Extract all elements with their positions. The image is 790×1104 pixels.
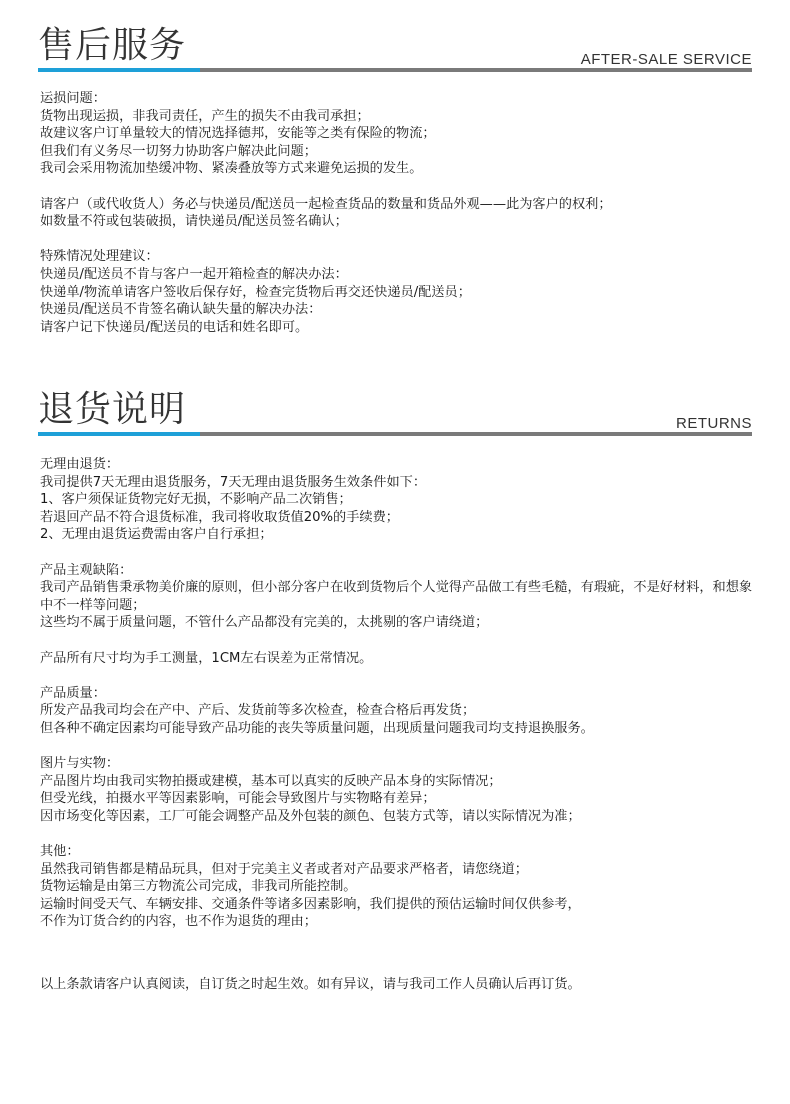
text-line: 快递单/物流单请客户签收后保存好，检查完货物后再交还快递员/配送员； xyxy=(40,284,471,300)
text-line: 快递员/配送员不肯与客户一起开箱检查的解决办法： xyxy=(40,266,348,282)
text-line: 但各种不确定因素均可能导致产品功能的丧失等质量问题，出现质量问题我司均支持退换服务。 xyxy=(40,720,594,736)
special-cases-paragraph xyxy=(40,248,755,336)
closing-text: 以上条款请客户认真阅读，自订货之时起生效。如有异议，请与我司工作人员确认后再订货。 xyxy=(40,977,581,992)
text-line: 所发产品我司均会在产中、产后、发货前等多次检查，检查合格后再发货； xyxy=(40,703,476,719)
text-line: 产品图片均由我司实物拍摄或建模，基本可以真实的反映产品本身的实际情况； xyxy=(40,773,502,789)
returns-subtitle: RETURNS xyxy=(675,415,752,432)
text-line: 如数量不符或包装破损，请快递员/配送员签名确认； xyxy=(40,214,348,230)
returns-header xyxy=(38,388,752,438)
after-sale-body xyxy=(40,90,755,354)
after-sale-header xyxy=(38,24,752,74)
photos-paragraph xyxy=(40,755,755,825)
returns-divider xyxy=(38,432,752,436)
text-line: 产品主观缺陷： xyxy=(40,562,133,578)
text-line: 产品所有尺寸均为手工测量，1CM左右误差为正常情况。 xyxy=(40,650,373,666)
quality-paragraph xyxy=(40,685,755,738)
after-sale-divider xyxy=(38,68,752,72)
text-line: 货物出现运损，非我司责任，产生的损失不由我司承担； xyxy=(40,108,370,124)
text-line: 因市场变化等因素，工厂可能会调整产品及外包装的颜色、包装方式等，请以实际情况为准； xyxy=(40,808,581,824)
text-line: 2、无理由退货运费需由客户自行承担； xyxy=(40,527,273,543)
closing-note xyxy=(40,976,755,994)
text-line: 我司产品销售秉承物美价廉的原则，但小部分客户在收到货物后个人觉得产品做工有些毛糙，有瑕疵，不是好材料，和想象中不一样等问题； xyxy=(40,580,753,613)
text-line: 1、客户须保证货物完好无损，不影响产品二次销售； xyxy=(40,492,352,508)
returns-divider-accent xyxy=(38,432,200,436)
text-line: 若退回产品不符合退货标准，我司将收取货值20%的手续费； xyxy=(40,509,399,525)
measurement-paragraph xyxy=(40,650,755,668)
no-reason-return-paragraph xyxy=(40,456,755,544)
after-sale-divider-accent xyxy=(38,68,200,72)
text-line: 但我们有义务尽一切努力协助客户解决此问题； xyxy=(40,143,317,159)
after-sale-title: 售后服务 xyxy=(38,25,187,66)
text-line: 请客户记下快递员/配送员的电话和姓名即可。 xyxy=(40,319,309,335)
text-line: 其他： xyxy=(40,844,80,860)
text-line: 故建议客户订单量较大的情况选择德邦，安能等之类有保险的物流； xyxy=(40,126,436,142)
after-sale-subtitle: AFTER-SALE SERVICE xyxy=(580,51,752,68)
text-line: 运输时间受天气、车辆安排、交通条件等诸多因素影响，我们提供的预估运输时间仅供参考， xyxy=(40,896,581,912)
text-line: 我司会采用物流加垫缓冲物、紧凑叠放等方式来避免运损的发生。 xyxy=(40,161,423,177)
inspection-paragraph xyxy=(40,196,755,231)
text-line: 特殊情况处理建议： xyxy=(40,249,159,265)
transport-damage-paragraph xyxy=(40,90,755,178)
text-line: 货物运输是由第三方物流公司完成，非我司所能控制。 xyxy=(40,879,357,895)
text-line: 我司提供7天无理由退货服务，7天无理由退货服务生效条件如下： xyxy=(40,474,427,490)
text-line: 但受光线，拍摄水平等因素影响，可能会导致图片与实物略有差异； xyxy=(40,791,436,807)
text-line: 快递员/配送员不肯签名确认缺失量的解决办法： xyxy=(40,302,322,318)
returns-body xyxy=(40,456,755,949)
text-line: 图片与实物： xyxy=(40,756,120,772)
text-line: 不作为订货合约的内容，也不作为退货的理由； xyxy=(40,914,317,930)
subjective-defects-paragraph xyxy=(40,562,755,632)
text-line: 无理由退货： xyxy=(40,457,120,472)
text-line: 产品质量： xyxy=(40,685,106,701)
other-paragraph xyxy=(40,843,755,931)
returns-title: 退货说明 xyxy=(38,389,187,430)
text-line: 虽然我司销售都是精品玩具，但对于完美主义者或者对产品要求严格者，请您绕道； xyxy=(40,861,528,877)
text-line: 运损问题： xyxy=(40,91,106,106)
text-line: 这些均不属于质量问题，不管什么产品都没有完美的，太挑剔的客户请绕道； xyxy=(40,615,489,631)
text-line: 请客户（或代收货人）务必与快递员/配送员一起检查货品的数量和货品外观——此为客户的权利； xyxy=(40,196,612,212)
